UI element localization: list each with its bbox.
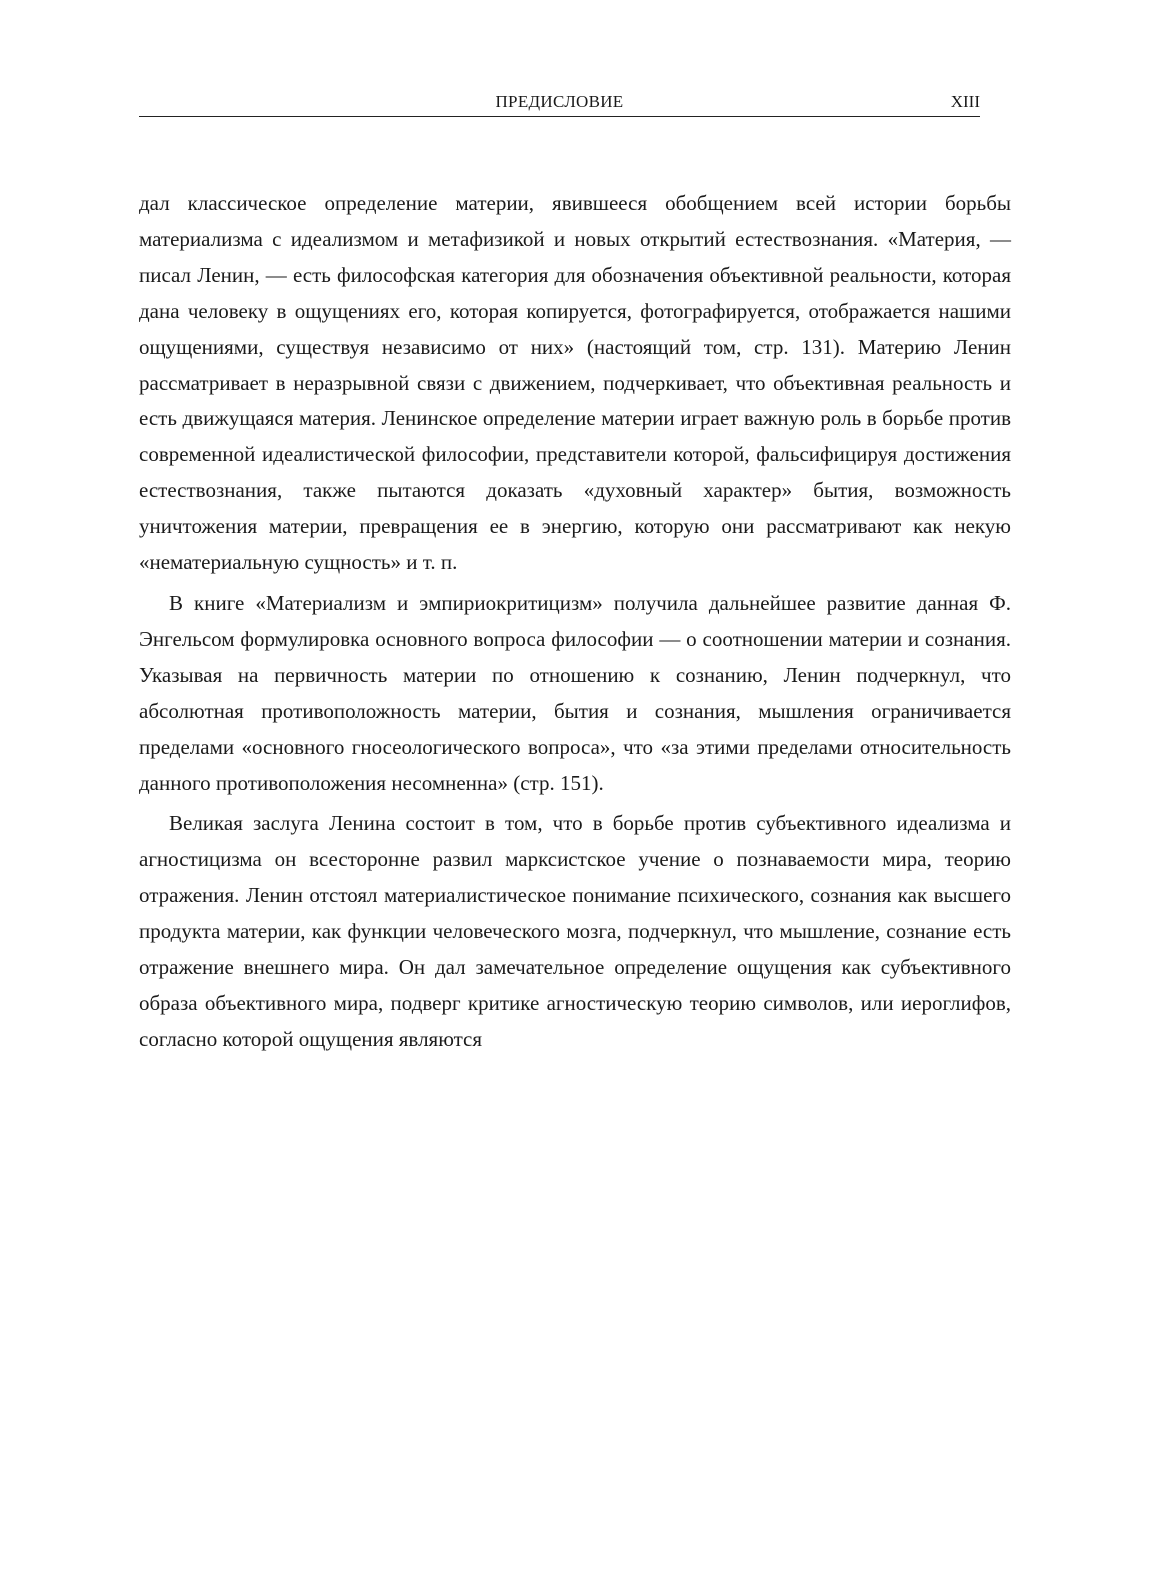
page-number: XIII [950,92,980,111]
body-text [139,186,1011,1058]
paragraph-1: дал классическое определение материи, явившееся обобщением всей истории борьбы материализма с идеализмом и метафизикой и новых открытий естествознания. «Материя, — писал Ленин, — есть философская категория для обозначения объективной реальности, которая дана человеку в ощущениях его, которая копируется, фотографируется, отображается нашими ощущениями, существуя независимо от них» (настоящий том, стр. 131). Материю Ленин рассматривает в неразрывной связи с движением, подчеркивает, что объективная реальность и есть движущаяся материя. Ленинское определение материи играет важную роль в борьбе против современной идеалистической философии, представители которой, фальсифицируя достижения естествознания, также пытаются доказать «духовный характер» бытия, возможность уничтожения материи, превращения ее в энергию, которую они рассматривают как некую «нематериальную сущность» и т. п. [139,191,1011,575]
paragraph-3: Великая заслуга Ленина состоит в том, что в борьбе против субъективного идеализма и агностицизма он всесторонне развил марксистское учение о познаваемости мира, теорию отражения. Ленин отстоял материалистическое понимание психического, сознания как высшего продукта материи, как функции человеческого мозга, подчеркнул, что мышление, сознание есть отражение внешнего мира. Он дал замечательное определение ощущения как субъективного образа объективного мира, подверг критике агностическую теорию символов, или иероглифов, согласно которой ощущения являются [139,811,1011,1051]
running-header [139,92,980,117]
running-title: ПРЕДИСЛОВИЕ [495,92,624,111]
paragraph-2: В книге «Материализм и эмпириокритицизм» получила дальнейшее развитие данная Ф. Энгельсом формулировка основного вопроса философии — о соотношении материи и сознания. Указывая на первичность материи по отношению к сознанию, Ленин подчеркнул, что абсолютная противоположность материи, бытия и сознания, мышления ограничивается пределами «основного гносеологического вопроса», что «за этими пределами относительность данного противоположения несомненна» (стр. 151). [139,590,1011,795]
